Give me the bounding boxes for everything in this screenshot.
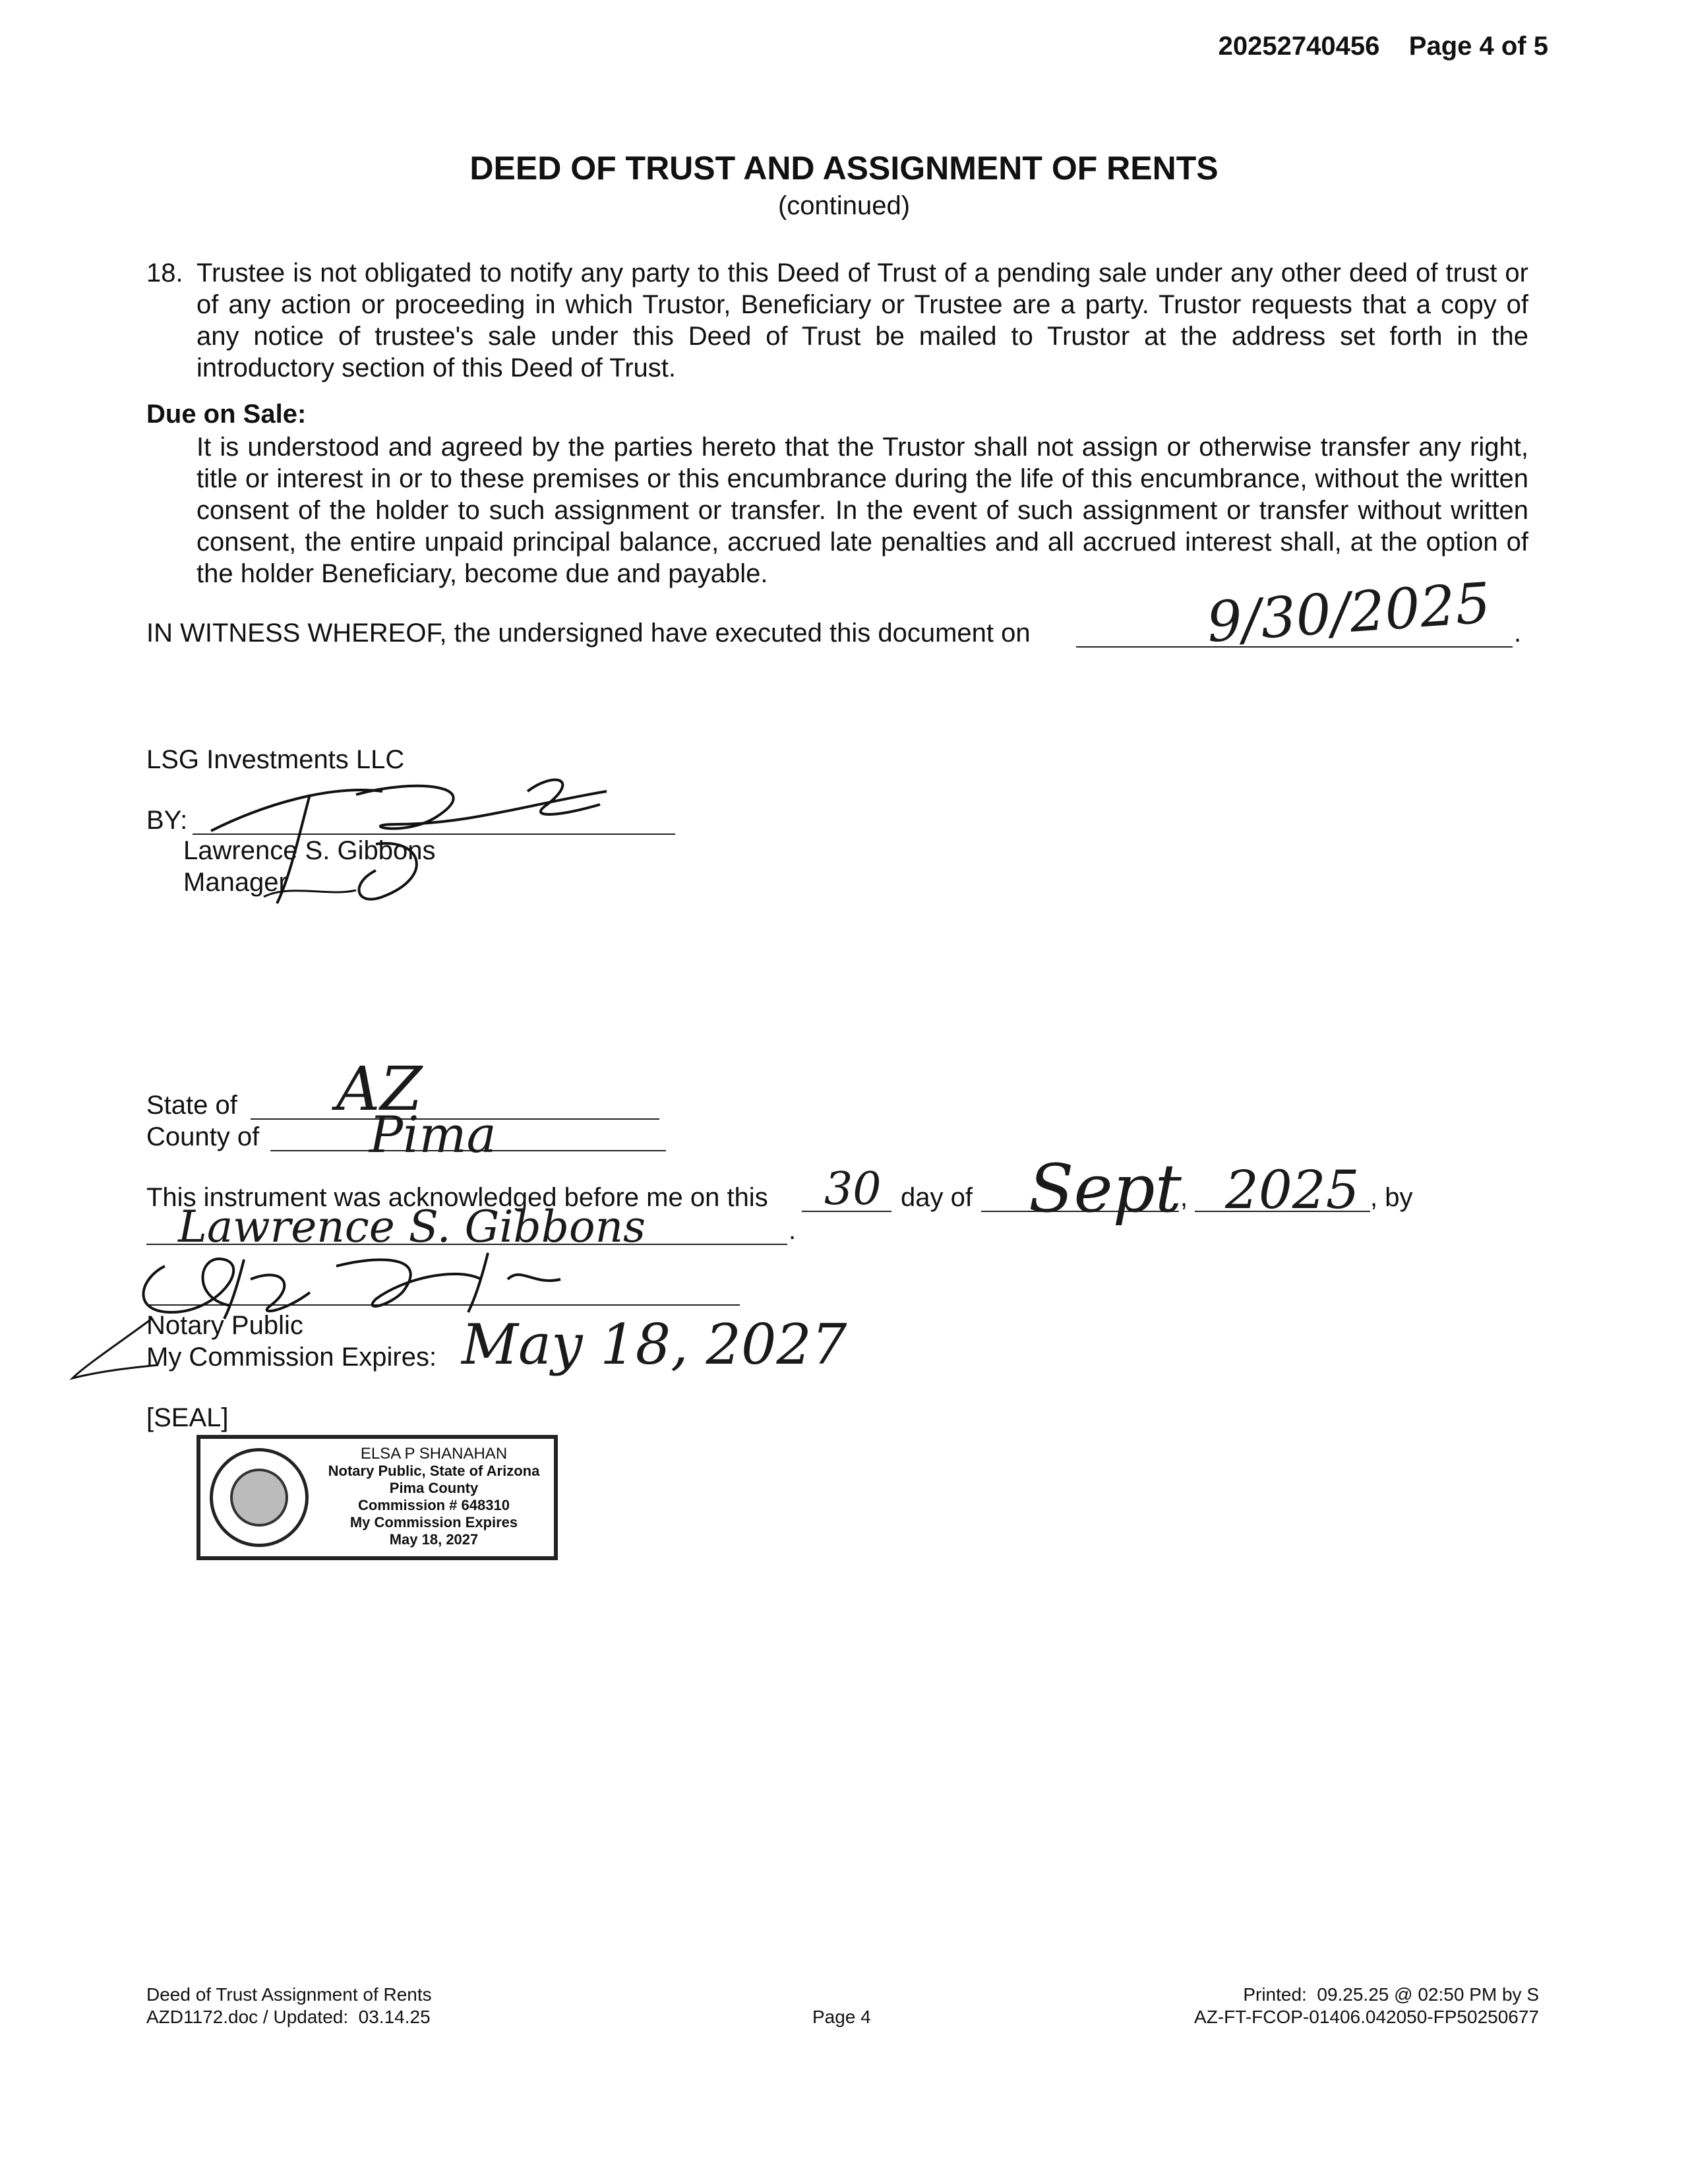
- due-on-sale-heading: Due on Sale:: [146, 400, 307, 429]
- due-on-sale-text: It is understood and agreed by the parties hereto that the Trustor shall not assign or otherwise transfer any right, title or interest in or to these premises or this encumbrance during the life of this encumbrance, without the written consent of the holder to such assignment or transfer. In the event of such assignment or transfer without written consent, the entire unpaid principal balance, accrued late penalties and all accrued interest shall, at the option of the holder Beneficiary, become due and payable.: [196, 433, 1528, 588]
- day-value: 30: [824, 1163, 882, 1215]
- date-comma: ,: [1180, 1183, 1188, 1212]
- document-title: DEED OF TRUST AND ASSIGNMENT OF RENTS: [469, 150, 1219, 187]
- footer-doc-title: Deed of Trust Assignment of Rents: [146, 1984, 432, 2005]
- page-indicator: Page 4 of 5: [1408, 32, 1548, 61]
- month-value: Sept: [1029, 1150, 1182, 1227]
- document-subtitle: (continued): [777, 191, 911, 220]
- footer-printed: Printed: 09.25.25 @ 02:50 PM by S: [1243, 1984, 1539, 2005]
- seal-line-4: My Commission Expires: [349, 1514, 518, 1531]
- witness-period: .: [1514, 619, 1522, 648]
- commission-expiry-value: May 18, 2027: [462, 1312, 847, 1377]
- by-suffix: , by: [1370, 1183, 1413, 1212]
- arizona-seal-emblem: [210, 1448, 309, 1547]
- notary-seal-stamp: [196, 1435, 558, 1560]
- signer-name-period: .: [789, 1216, 797, 1245]
- footer-file-code: AZ-FT-FCOP-01406.042050-FP50250677: [1194, 2007, 1539, 2027]
- document-number: 20252740456: [1218, 32, 1380, 61]
- notary-public-label: Notary Public: [146, 1311, 303, 1340]
- footer-right: [1194, 1984, 1539, 2028]
- seal-label: [SEAL]: [146, 1403, 229, 1432]
- arizona-seal-center: [230, 1469, 288, 1527]
- witness-statement: IN WITNESS WHEREOF, the undersigned have executed this document on: [146, 619, 1031, 648]
- seal-line-2: Pima County: [389, 1480, 479, 1496]
- item-18-text: Trustee is not obligated to notify any party to this Deed of Trust of a pending sale under any other deed of trust or of any action or proceeding in which Trustor, Beneficiary or Trustee are a party. Trustor requests that a copy of any notice of trustee's sale under this Deed of Trust be mailed to Trustor at the address set forth in the introductory section of this Deed of Trust.: [196, 258, 1528, 382]
- manager-signature: [158, 732, 633, 923]
- by-label: BY:: [146, 806, 188, 835]
- day-of-label: day of: [901, 1183, 973, 1212]
- state-label: State of: [146, 1091, 237, 1120]
- signer-name: Lawrence S. Gibbons: [183, 836, 436, 865]
- footer-left: [146, 1984, 432, 2028]
- seal-line-5: May 18, 2027: [389, 1531, 479, 1548]
- commission-label: My Commission Expires:: [146, 1343, 437, 1372]
- footer-page-number: Page 4: [812, 2007, 871, 2027]
- acknowledgment-text: This instrument was acknowledged before me on this: [146, 1183, 768, 1212]
- document-reference: [1219, 32, 1548, 61]
- footer-doc-version: AZD1172.doc / Updated: 03.14.25: [146, 2007, 431, 2027]
- seal-line-1: Notary Public, State of Arizona: [328, 1463, 540, 1479]
- county-value: Pima: [369, 1105, 497, 1164]
- seal-line-3: Commission # 648310: [358, 1497, 510, 1513]
- item-number: 18.: [146, 258, 183, 288]
- witness-handwritten-date: 9/30/2025: [1205, 570, 1493, 655]
- state-value: AZ: [336, 1054, 423, 1124]
- county-label: County of: [146, 1122, 260, 1151]
- seal-notary-name: ELSA P SHANAHAN: [360, 1445, 508, 1463]
- signer-title: Manager: [183, 868, 287, 897]
- year-value: 2025: [1225, 1159, 1360, 1221]
- signer-handwritten-name: Lawrence S. Gibbons: [178, 1201, 646, 1252]
- seal-text-block: [313, 1445, 555, 1548]
- company-name: LSG Investments LLC: [146, 745, 405, 774]
